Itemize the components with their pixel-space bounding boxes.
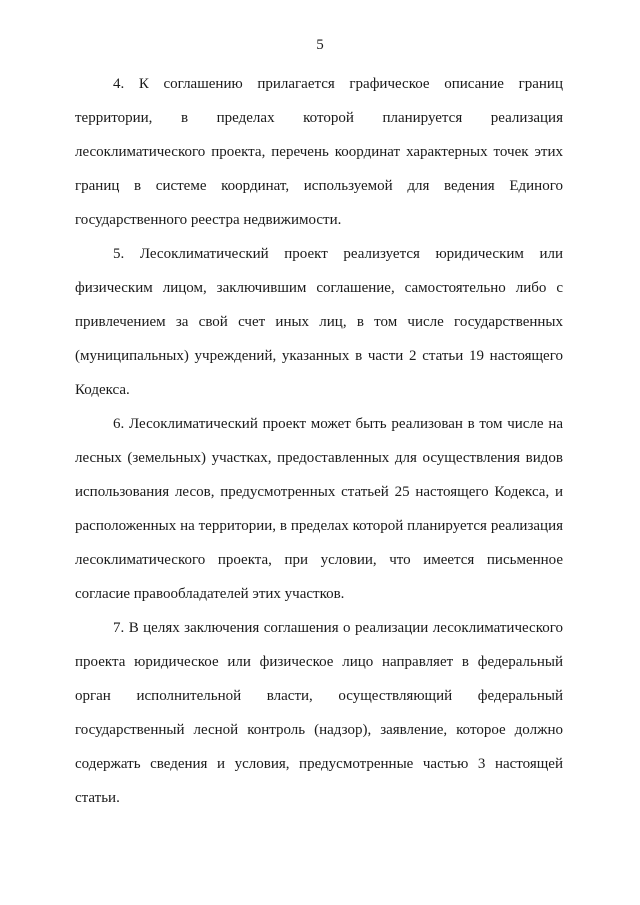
paragraph-7: 7. В целях заключения соглашения о реализации лесоклиматического проекта юридическое или физическое лицо направляет в федеральный орган исполнительной власти, осуществляющий федеральный государственный лесной контроль (надзор), заявление, которое должно содержать сведения и условия, предусмотренные частью 3 настоящей статьи. (75, 620, 563, 806)
paragraph-4: 4. К соглашению прилагается графическое описание границ территории, в пределах которой планируется реализация лесоклиматического проекта, перечень координат характерных точек этих границ в системе координат, используемой для ведения Единого государственного реестра недвижимости. (75, 76, 563, 228)
paragraph-5: 5. Лесоклиматический проект реализуется юридическим или физическим лицом, заключившим соглашение, самостоятельно либо с привлечением за свой счет иных лиц, в том числе государственных (муниципальных) учреждений, указанных в части 2 статьи 19 настоящего Кодекса. (75, 246, 563, 398)
document-body (75, 67, 563, 815)
paragraph-6: 6. Лесоклиматический проект может быть реализован в том числе на лесных (земельных) участках, предоставленных для осуществления видов использования лесов, предусмотренных статьей 25 настоящего Кодекса, и расположенных на территории, в пределах которой планируется реализация лесоклиматического проекта, при условии, что имеется письменное согласие правообладателей этих участков. (75, 416, 563, 602)
page-number: 5 (316, 37, 324, 53)
